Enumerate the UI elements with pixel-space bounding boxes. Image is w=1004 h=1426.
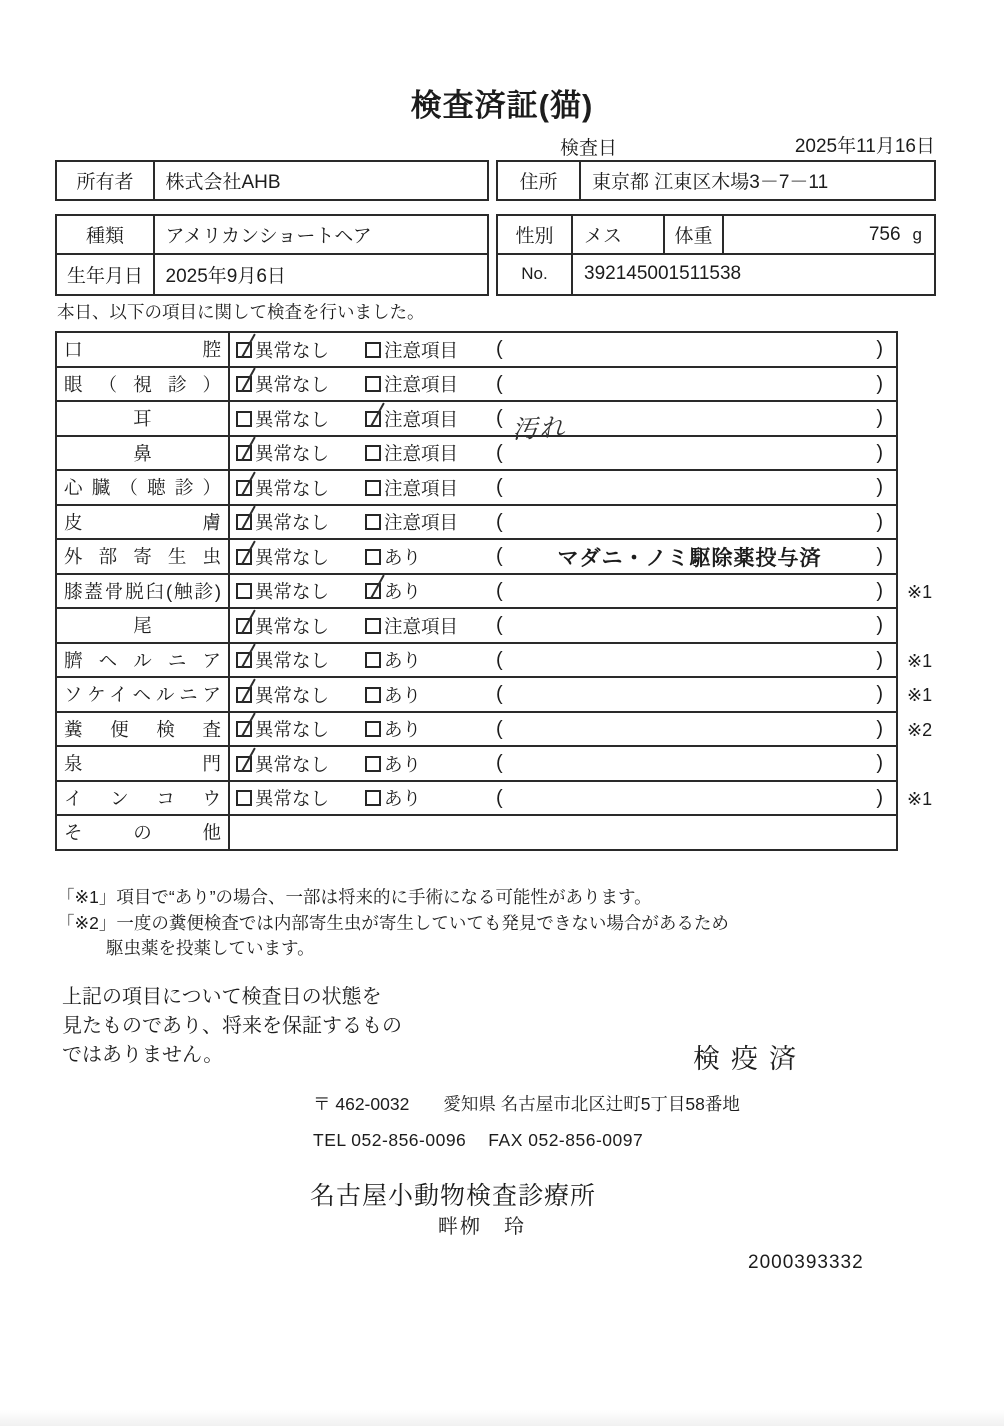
option-caution: [365, 785, 496, 811]
sex-label: 性別: [496, 214, 574, 255]
remarks-text: [503, 660, 877, 661]
footnote-2: 「※2」一度の糞便検査では内部寄生虫が寄生していても発見できない場合があるため: [57, 912, 729, 933]
option-caution: [365, 406, 496, 432]
remarks-text: [503, 694, 877, 695]
scan-artifact: [0, 1410, 1004, 1426]
inspection-item-label: 心臓（聴診）: [57, 471, 230, 504]
remarks-text: [503, 763, 877, 764]
handwritten-check-icon: [241, 540, 256, 565]
paren-close: ): [876, 717, 883, 740]
no-abnormality-checkbox: [236, 687, 252, 703]
no-abnormality-label: 異常なし: [255, 581, 330, 602]
inspection-row-content: [230, 747, 896, 780]
handwritten-check-icon: [370, 574, 385, 599]
option-caution: [365, 647, 496, 673]
breed-value: アメリカンショートヘア: [153, 214, 489, 255]
inspection-row: [55, 782, 953, 817]
paren-open: (: [496, 717, 503, 740]
no-abnormality-label: 異常なし: [255, 443, 330, 464]
inspection-row: [55, 437, 953, 472]
paren-close: ): [876, 683, 883, 705]
paren-open: (: [496, 579, 503, 602]
caution-checkbox: [365, 583, 381, 599]
caution-label: あり: [384, 753, 422, 775]
inspection-date-label: 検査日: [560, 138, 618, 159]
inspection-row: [55, 506, 953, 541]
remarks-parentheses: [496, 442, 896, 465]
owner-label: 所有者: [55, 160, 155, 201]
remarks-parentheses: [496, 542, 896, 572]
paren-close: ): [876, 338, 883, 360]
owner-value: 株式会社AHB: [153, 160, 489, 201]
id-number-label: No.: [496, 253, 574, 296]
breed-label: 種類: [55, 214, 155, 255]
caution-checkbox: [365, 756, 381, 772]
inspection-row-content: [230, 713, 896, 746]
footnote-marker: ※2: [907, 719, 933, 740]
option-no-abnormality: [236, 716, 365, 742]
inspection-row-content: [230, 402, 896, 444]
handwritten-check-icon: [241, 643, 256, 668]
paren-close: ): [876, 510, 883, 533]
handwritten-check-icon: [241, 747, 256, 772]
caution-checkbox: [365, 376, 381, 392]
inspection-row-content: [230, 540, 896, 573]
caution-label: あり: [384, 684, 422, 706]
inspection-date-value: 2025年11月16日: [794, 136, 935, 157]
inspection-row-box: [55, 814, 898, 851]
remarks-parentheses: [496, 614, 896, 637]
id-number-value: 392145001511538: [571, 253, 936, 296]
option-caution: [365, 716, 496, 742]
inspection-row-content: [230, 609, 896, 642]
remarks-parentheses: [496, 401, 896, 444]
address-value: 東京都 江東区木場3－7－11: [579, 160, 936, 201]
inspection-row-box: [55, 504, 898, 541]
option-caution: [365, 578, 496, 604]
inspection-item-label: 皮膚: [57, 506, 230, 539]
option-caution: [365, 440, 496, 466]
no-abnormality-label: 異常なし: [255, 546, 330, 568]
inspection-row-content: [230, 506, 896, 539]
inspection-item-label: 膝蓋骨脱臼(触診): [57, 575, 230, 608]
inspection-item-label: 外部寄生虫: [57, 540, 230, 573]
disclaimer: [62, 983, 402, 1070]
remarks-text: [503, 591, 877, 592]
footnote-1: 「※1」項目で“あり”の場合、一部は将来的に手術になる可能性があります。: [57, 887, 652, 907]
remarks-text: 汚れ: [511, 412, 567, 444]
paren-close: ): [876, 476, 883, 498]
inspection-item-label: 耳: [57, 402, 230, 435]
caution-checkbox: [365, 790, 381, 806]
inspection-row: [55, 331, 953, 368]
handwritten-check-icon: [241, 471, 256, 496]
inspection-row-content: [230, 471, 896, 504]
no-abnormality-label: 異常なし: [255, 788, 330, 809]
option-caution: [365, 751, 496, 777]
quarantine-stamp: 検疫済: [693, 1044, 807, 1074]
handwritten-check-icon: [241, 505, 256, 530]
inspection-row-content: [230, 575, 896, 608]
inspection-row: [55, 679, 953, 714]
caution-checkbox: [365, 342, 381, 358]
clinic-tel: TEL 052-856-0096: [313, 1130, 467, 1150]
birthdate-value: 2025年9月6日: [153, 253, 489, 296]
clinic-name: 名古屋小動物検査診療所: [310, 1182, 597, 1210]
option-no-abnormality: [236, 544, 365, 570]
caution-label: 注意項目: [384, 374, 459, 395]
remarks-text: [503, 522, 877, 523]
option-caution: [365, 475, 496, 501]
caution-checkbox: [365, 411, 381, 427]
no-abnormality-label: 異常なし: [255, 408, 330, 430]
remarks-parentheses: [496, 373, 896, 396]
handwritten-check-icon: [241, 367, 256, 392]
option-caution: [365, 371, 496, 397]
clinic-fax: FAX 052-856-0097: [488, 1130, 644, 1150]
caution-checkbox: [365, 687, 381, 703]
inspection-row-box: [55, 331, 898, 368]
weight-cell: [722, 214, 936, 255]
footnote-marker: ※1: [907, 581, 933, 602]
caution-label: 注意項目: [384, 512, 459, 533]
paren-close: ): [876, 752, 883, 774]
option-caution: [365, 682, 496, 708]
option-no-abnormality: [236, 751, 365, 777]
inspection-item-label: 口腔: [57, 333, 230, 366]
no-abnormality-checkbox: [236, 549, 252, 565]
footnote-marker: ※1: [907, 685, 933, 706]
paren-close: ): [876, 441, 883, 464]
paren-open: (: [496, 441, 503, 464]
veterinarian-name: 畔栁 玲: [438, 1216, 526, 1238]
inspection-row-box: [55, 538, 898, 575]
option-no-abnormality: [236, 509, 365, 535]
inspection-row-content: [230, 437, 896, 470]
handwritten-check-icon: [241, 436, 256, 461]
address-label: 住所: [496, 160, 582, 201]
option-no-abnormality: [236, 613, 365, 639]
option-no-abnormality: [236, 337, 365, 363]
caution-label: あり: [384, 546, 422, 568]
caution-checkbox: [365, 445, 381, 461]
no-abnormality-checkbox: [236, 445, 252, 461]
inspection-row-box: [55, 607, 898, 644]
paren-close: ): [876, 786, 883, 809]
inspection-row: [55, 403, 953, 444]
caution-checkbox: [365, 721, 381, 737]
no-abnormality-checkbox: [236, 411, 252, 427]
inspection-row-box: [55, 573, 898, 610]
caution-label: 注意項目: [384, 477, 459, 499]
no-abnormality-checkbox: [236, 514, 252, 530]
remarks-text: [503, 384, 877, 385]
caution-label: 注意項目: [384, 339, 459, 361]
no-abnormality-label: 異常なし: [255, 650, 330, 671]
remarks-parentheses: [496, 649, 896, 672]
paren-open: (: [496, 752, 503, 774]
paren-open: (: [496, 614, 503, 636]
no-abnormality-label: 異常なし: [255, 684, 330, 706]
no-abnormality-checkbox: [236, 583, 252, 599]
caution-checkbox: [365, 514, 381, 530]
inspection-table: [55, 331, 953, 851]
document-serial-number: 2000393332: [748, 1252, 864, 1273]
weight-unit: g: [912, 224, 922, 244]
inspection-row: [55, 575, 953, 610]
paren-open: (: [496, 372, 503, 395]
paren-open: (: [496, 545, 503, 567]
remarks-text: [503, 625, 877, 626]
clinic-address: [313, 1091, 740, 1116]
clinic-phone: [313, 1130, 643, 1151]
clinic-address-text: 愛知県 名古屋市北区辻町5丁目58番地: [443, 1094, 740, 1114]
inspection-row-box: [55, 711, 898, 748]
inspection-item-label: その他: [57, 816, 230, 849]
inspection-row-box: [55, 780, 898, 817]
inspection-item-label: 臍ヘルニア: [57, 644, 230, 677]
inspection-row: [55, 472, 953, 507]
inspection-row-box: [55, 400, 898, 444]
remarks-parentheses: [496, 718, 896, 741]
no-abnormality-label: 異常なし: [255, 477, 330, 499]
caution-label: あり: [384, 719, 422, 740]
inspection-row-content: [230, 644, 896, 677]
remarks-text: マダニ・ノミ駆除薬投与済: [557, 546, 822, 570]
no-abnormality-checkbox: [236, 376, 252, 392]
weight-value: 756: [868, 223, 901, 245]
paren-open: (: [496, 683, 503, 705]
paren-open: (: [496, 338, 503, 360]
caution-label: あり: [384, 581, 422, 602]
option-no-abnormality: [236, 647, 365, 673]
inspection-item-label: 鼻: [57, 437, 230, 470]
inspection-row: [55, 644, 953, 679]
inspection-item-label: ソケイヘルニア: [57, 678, 230, 711]
inspection-row-content: [230, 678, 896, 711]
no-abnormality-checkbox: [236, 790, 252, 806]
inspection-row-content: [230, 782, 896, 815]
paren-close: ): [876, 372, 883, 395]
paren-open: (: [496, 786, 503, 809]
footnote-2-continued: 駆虫薬を投薬しています。: [106, 938, 315, 958]
disclaimer-line-3: ではありません。: [62, 1044, 224, 1066]
paren-open: (: [496, 476, 503, 498]
caution-label: 注意項目: [384, 443, 459, 464]
inspection-item-label: 泉門: [57, 747, 230, 780]
table-gap: [489, 160, 496, 201]
no-abnormality-checkbox: [236, 480, 252, 496]
remarks-text: [503, 798, 877, 799]
option-caution: [365, 509, 496, 535]
handwritten-check-icon: [241, 333, 256, 358]
no-abnormality-checkbox: [236, 721, 252, 737]
caution-label: あり: [384, 650, 422, 671]
inspection-row-box: [55, 676, 898, 713]
no-abnormality-label: 異常なし: [255, 615, 330, 637]
paren-close: ): [876, 579, 883, 602]
remarks-text: [503, 487, 877, 488]
birthdate-label: 生年月日: [55, 253, 155, 296]
table-gap: [489, 214, 496, 255]
paren-close: ): [876, 614, 883, 636]
option-no-abnormality: [236, 578, 365, 604]
inspection-row: [55, 541, 953, 576]
paren-open: (: [496, 648, 503, 671]
caution-label: あり: [384, 788, 422, 809]
owner-table: [55, 160, 936, 201]
inspection-row-content: [230, 816, 896, 849]
inspection-item-label: 糞便検査: [57, 713, 230, 746]
sex-value: メス: [571, 214, 665, 255]
no-abnormality-checkbox: [236, 618, 252, 634]
remarks-text: [503, 349, 877, 350]
intro-text: 本日、以下の項目に関して検査を行いました。: [57, 302, 425, 322]
option-no-abnormality: [236, 440, 365, 466]
inspection-row: [55, 817, 953, 852]
remarks-text: [503, 729, 877, 730]
option-no-abnormality: [236, 785, 365, 811]
caution-checkbox: [365, 480, 381, 496]
no-abnormality-label: 異常なし: [255, 374, 330, 395]
inspection-row: [55, 610, 953, 645]
paren-close: ): [876, 545, 883, 567]
no-abnormality-checkbox: [236, 342, 252, 358]
handwritten-check-icon: [370, 402, 385, 427]
caution-label: 注意項目: [384, 408, 459, 430]
disclaimer-line-1: 上記の項目について検査日の状態を: [62, 986, 382, 1008]
paren-open: (: [496, 510, 503, 533]
caution-label: 注意項目: [384, 615, 459, 637]
inspection-row-content: [230, 333, 896, 366]
clinic-zip: 〒 462-0032: [313, 1094, 410, 1114]
remarks-parentheses: [496, 476, 896, 499]
no-abnormality-checkbox: [236, 756, 252, 772]
footnote-marker: ※1: [907, 650, 933, 671]
footnote-marker: ※1: [907, 788, 933, 809]
paren-open: (: [496, 407, 503, 429]
remarks-parentheses: [496, 683, 896, 706]
inspection-item-label: インコウ: [57, 782, 230, 815]
paren-close: ): [876, 648, 883, 671]
inspection-row-box: [55, 469, 898, 506]
no-abnormality-checkbox: [236, 652, 252, 668]
table-gap: [489, 253, 496, 296]
remarks-parentheses: [496, 752, 896, 775]
no-abnormality-label: 異常なし: [255, 512, 330, 533]
weight-label: 体重: [663, 214, 725, 255]
option-no-abnormality: [236, 406, 365, 432]
inspection-row: [55, 713, 953, 748]
disclaimer-line-2: 見たものであり、将来を保証するもの: [62, 1015, 402, 1037]
remarks-parentheses: [496, 787, 896, 810]
remarks-parentheses: [496, 511, 896, 534]
inspection-item-label: 眼（視診）: [57, 368, 230, 401]
option-no-abnormality: [236, 475, 365, 501]
remarks-parentheses: [496, 338, 896, 361]
pet-info-table: [55, 214, 936, 296]
inspection-row-box: [55, 435, 898, 472]
option-caution: [365, 613, 496, 639]
no-abnormality-label: 異常なし: [255, 719, 330, 740]
inspection-row: [55, 748, 953, 783]
inspection-row-box: [55, 745, 898, 782]
no-abnormality-label: 異常なし: [255, 339, 330, 361]
handwritten-check-icon: [241, 609, 256, 634]
paren-close: ): [876, 407, 883, 429]
remarks-text: [503, 453, 877, 454]
caution-checkbox: [365, 549, 381, 565]
handwritten-check-icon: [241, 678, 256, 703]
inspection-item-label: 尾: [57, 609, 230, 642]
option-caution: [365, 337, 496, 363]
remarks-parentheses: [496, 580, 896, 603]
caution-checkbox: [365, 618, 381, 634]
option-no-abnormality: [236, 682, 365, 708]
inspection-row-box: [55, 642, 898, 679]
caution-checkbox: [365, 652, 381, 668]
page-title: 検査済証(猫): [410, 88, 594, 123]
handwritten-check-icon: [241, 712, 256, 737]
option-no-abnormality: [236, 371, 365, 397]
option-caution: [365, 544, 496, 570]
footnotes: [57, 885, 729, 962]
no-abnormality-label: 異常なし: [255, 753, 330, 775]
